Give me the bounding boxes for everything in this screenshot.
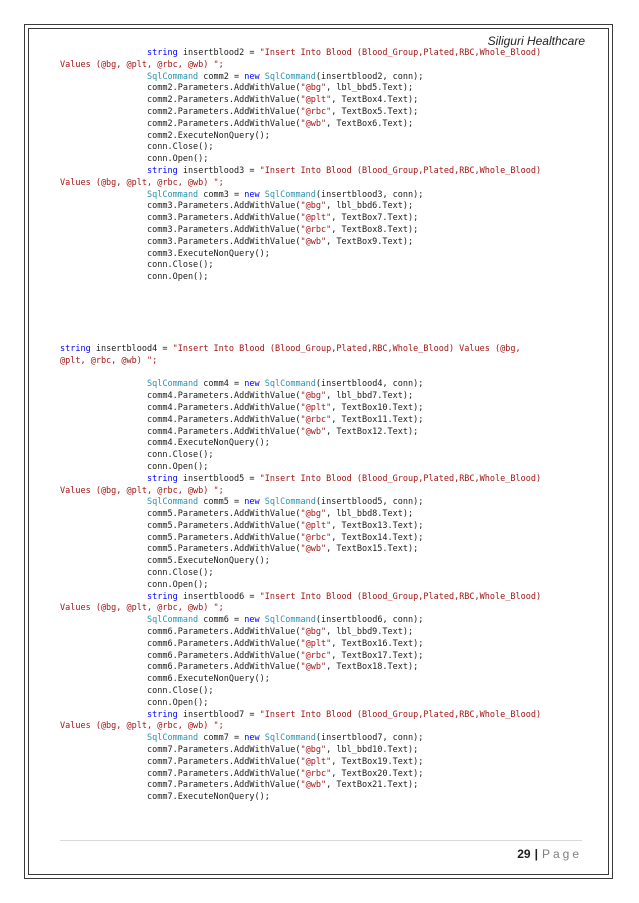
- page-label: Page: [541, 847, 582, 861]
- code-line: comm5.Parameters.AddWithValue("@rbc", TextBox14.Text);: [147, 532, 424, 543]
- code-line: string insertblood5 = "Insert Into Blood (Blood_Group,Plated,RBC,Whole_Blood): [147, 473, 542, 484]
- blank-line: [60, 368, 600, 380]
- code-line: comm7.Parameters.AddWithValue("@bg", lbl_bbd10.Text);: [147, 745, 419, 756]
- code-line: comm7.ExecuteNonQuery();: [147, 792, 270, 803]
- code-line: comm2.Parameters.AddWithValue("@wb", TextBox6.Text);: [147, 118, 414, 129]
- code-line: comm4.Parameters.AddWithValue("@rbc", TextBox11.Text);: [147, 414, 424, 425]
- code-line: @plt, @rbc, @wb) ";: [60, 355, 158, 366]
- code-line: conn.Close();: [147, 450, 214, 461]
- footer-separator: |: [534, 847, 538, 861]
- footer-divider: [60, 840, 582, 841]
- code-line: comm5.ExecuteNonQuery();: [147, 556, 270, 567]
- code-line: Values (@bg, @plt, @rbc, @wb) ";: [60, 59, 224, 70]
- code-line: comm4.Parameters.AddWithValue("@bg", lbl_bbd7.Text);: [147, 391, 414, 402]
- code-line: comm6.Parameters.AddWithValue("@bg", lbl_bbd9.Text);: [147, 627, 414, 638]
- code-line: comm3.ExecuteNonQuery();: [147, 248, 270, 259]
- code-line: comm5.Parameters.AddWithValue("@plt", TextBox13.Text);: [147, 520, 424, 531]
- code-line: conn.Open();: [147, 154, 209, 165]
- code-line: conn.Open();: [147, 697, 209, 708]
- code-line: comm2.Parameters.AddWithValue("@rbc", TextBox5.Text);: [147, 106, 419, 117]
- code-line: comm4.Parameters.AddWithValue("@plt", TextBox10.Text);: [147, 402, 424, 413]
- code-line: comm2.ExecuteNonQuery();: [147, 130, 270, 141]
- code-line: comm5.Parameters.AddWithValue("@bg", lbl_bbd8.Text);: [147, 509, 414, 520]
- code-line: Values (@bg, @plt, @rbc, @wb) ";: [60, 177, 224, 188]
- code-line: conn.Close();: [147, 686, 214, 697]
- code-line: SqlCommand comm4 = new SqlCommand(insertblood4, conn);: [147, 379, 424, 390]
- code-line: conn.Open();: [147, 461, 209, 472]
- code-line: comm5.Parameters.AddWithValue("@wb", TextBox15.Text);: [147, 544, 419, 555]
- code-line: comm6.ExecuteNonQuery();: [147, 674, 270, 685]
- code-line: SqlCommand comm7 = new SqlCommand(insertblood7, conn);: [147, 733, 424, 744]
- code-listing: [60, 48, 600, 804]
- page-header: Siliguri Healthcare: [487, 34, 585, 48]
- code-line: Values (@bg, @plt, @rbc, @wb) ";: [60, 603, 224, 614]
- code-line: string insertblood2 = "Insert Into Blood (Blood_Group,Plated,RBC,Whole_Blood): [147, 48, 542, 58]
- code-line: conn.Open();: [147, 579, 209, 590]
- code-line: comm4.ExecuteNonQuery();: [147, 438, 270, 449]
- code-line: comm3.Parameters.AddWithValue("@wb", TextBox9.Text);: [147, 236, 414, 247]
- code-line: conn.Close();: [147, 568, 214, 579]
- code-line: comm3.Parameters.AddWithValue("@bg", lbl_bbd6.Text);: [147, 201, 414, 212]
- code-line: comm7.Parameters.AddWithValue("@plt", TextBox19.Text);: [147, 756, 424, 767]
- code-line: comm6.Parameters.AddWithValue("@wb", TextBox18.Text);: [147, 662, 419, 673]
- code-line: comm7.Parameters.AddWithValue("@rbc", TextBox20.Text);: [147, 768, 424, 779]
- code-line: SqlCommand comm3 = new SqlCommand(insertblood3, conn);: [147, 189, 424, 200]
- code-line: string insertblood4 = "Insert Into Blood (Blood_Group,Plated,RBC,Whole_Blood) Values (@bg,: [60, 343, 521, 354]
- code-line: comm2.Parameters.AddWithValue("@plt", TextBox4.Text);: [147, 95, 419, 106]
- code-line: comm7.Parameters.AddWithValue("@wb", TextBox21.Text);: [147, 780, 419, 791]
- code-line: comm3.Parameters.AddWithValue("@rbc", TextBox8.Text);: [147, 224, 419, 235]
- page-footer: [517, 847, 582, 861]
- code-line: string insertblood6 = "Insert Into Blood (Blood_Group,Plated,RBC,Whole_Blood): [147, 591, 542, 602]
- code-line: Values (@bg, @plt, @rbc, @wb) ";: [60, 721, 224, 732]
- code-line: string insertblood7 = "Insert Into Blood (Blood_Group,Plated,RBC,Whole_Blood): [147, 709, 542, 720]
- code-line: comm6.Parameters.AddWithValue("@plt", TextBox16.Text);: [147, 638, 424, 649]
- code-line: conn.Close();: [147, 260, 214, 271]
- page-gap: [60, 284, 600, 344]
- code-line: conn.Close();: [147, 142, 214, 153]
- code-line: Values (@bg, @plt, @rbc, @wb) ";: [60, 485, 224, 496]
- code-line: conn.Open();: [147, 272, 209, 283]
- code-line: comm6.Parameters.AddWithValue("@rbc", TextBox17.Text);: [147, 650, 424, 661]
- code-line: string insertblood3 = "Insert Into Blood (Blood_Group,Plated,RBC,Whole_Blood): [147, 165, 542, 176]
- code-line: SqlCommand comm6 = new SqlCommand(insertblood6, conn);: [147, 615, 424, 626]
- page-number: 29: [517, 847, 531, 861]
- code-line: SqlCommand comm5 = new SqlCommand(insertblood5, conn);: [147, 497, 424, 508]
- code-line: SqlCommand comm2 = new SqlCommand(insertblood2, conn);: [147, 71, 424, 82]
- code-line: comm2.Parameters.AddWithValue("@bg", lbl_bbd5.Text);: [147, 83, 414, 94]
- code-line: comm3.Parameters.AddWithValue("@plt", TextBox7.Text);: [147, 213, 419, 224]
- code-line: comm4.Parameters.AddWithValue("@wb", TextBox12.Text);: [147, 426, 419, 437]
